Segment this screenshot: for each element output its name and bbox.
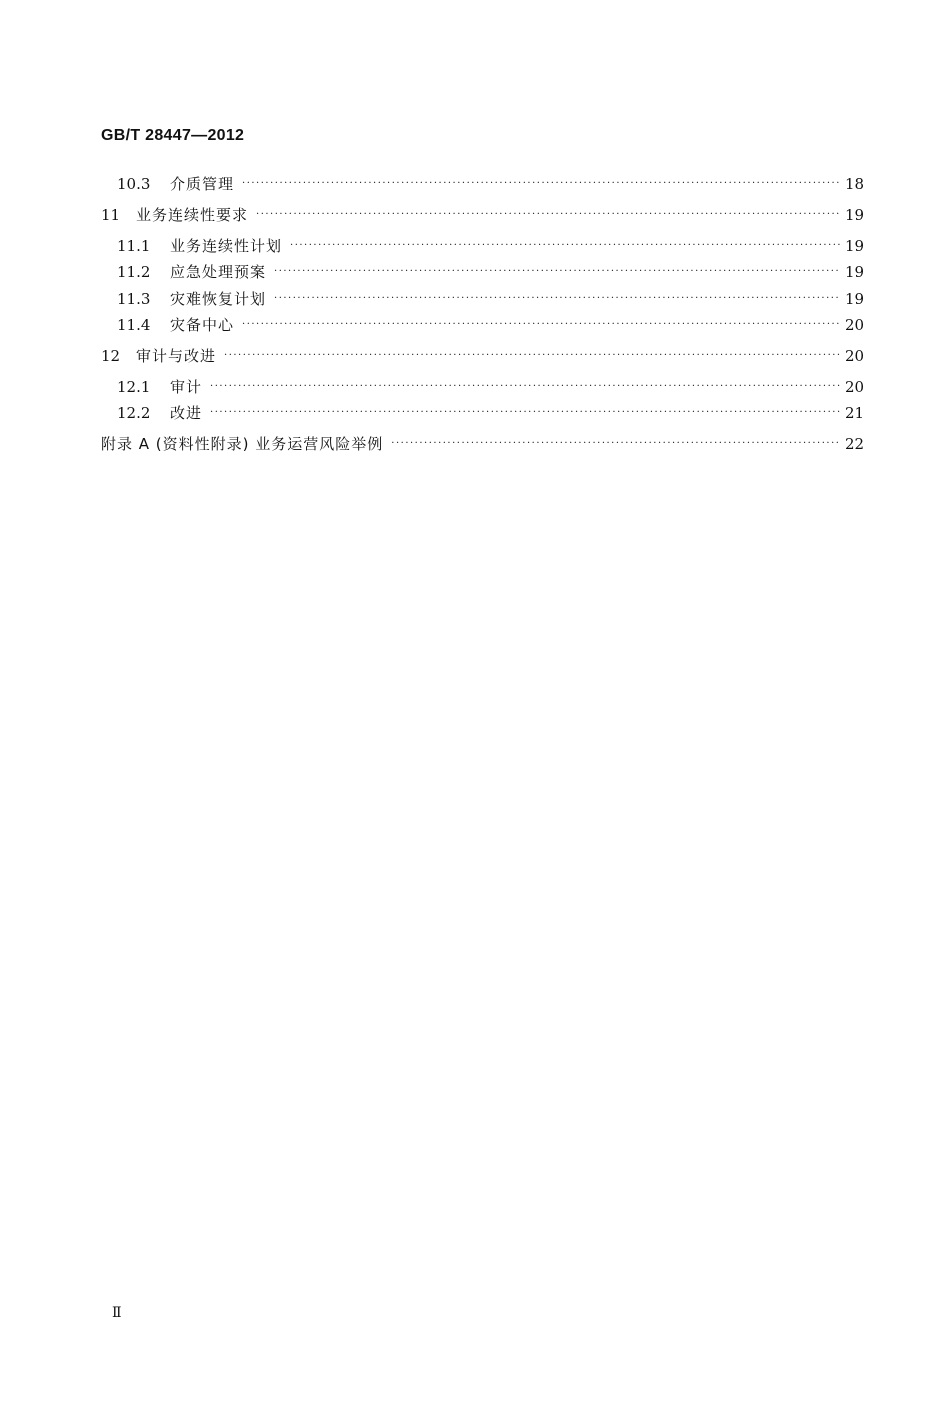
toc-leader-dots [256,205,841,225]
toc-leader-dots [224,346,841,366]
toc-entry-title: 审计 [170,378,203,396]
toc-entry-title: 应急处理预案 [170,263,267,281]
toc-leader-dots [242,174,841,194]
toc-entry-title: 灾备中心 [170,316,235,334]
toc-entry-title: 灾难恢复计划 [170,290,267,308]
toc-entry-11-3[interactable] [117,289,863,312]
toc-leader-dots [210,377,841,397]
toc-entry-title: 审计与改进 [136,347,217,365]
toc-entry-title: 业务连续性计划 [170,237,283,255]
toc-entry-number: 11 [101,206,121,224]
toc-entry-title: 改进 [170,404,203,422]
toc-leader-dots [274,262,841,282]
toc-entry-11[interactable] [101,205,863,228]
toc-leader-dots [210,403,841,423]
toc-entry-number: 12.1 [117,378,151,396]
toc-entry-number: 11.3 [117,290,151,308]
toc-entry-page: 20 [845,316,865,334]
toc-entry-title: 附录 A (资料性附录) 业务运营风险举例 [101,435,384,453]
toc-entry-number: 11.4 [117,316,151,334]
toc-leader-dots [242,315,841,335]
toc-entry-title: 业务连续性要求 [136,206,249,224]
document-header: GB/T 28447—2012 [101,127,245,144]
toc-entry-number: 10.3 [117,175,151,193]
toc-entry-page: 21 [845,404,865,422]
toc-leader-dots [391,434,841,454]
toc-entry-page: 19 [845,290,865,308]
toc-entry-11-1[interactable] [117,236,863,259]
toc-entry-number: 12 [101,347,121,365]
toc-leader-dots [274,289,841,309]
toc-entry-page: 20 [845,347,865,365]
toc-entry-number: 11.1 [117,237,151,255]
toc-entry-12-2[interactable] [117,403,863,426]
toc-entry-11-4[interactable] [117,315,863,338]
toc-entry-page: 19 [845,263,865,281]
toc-entry-title: 介质管理 [170,175,235,193]
toc-entry-page: 20 [845,378,865,396]
toc-entry-number: 11.2 [117,263,151,281]
footer-page-number: Ⅱ [112,1305,122,1321]
toc-entry-10-3[interactable] [117,174,863,197]
toc-entry-number: 12.2 [117,404,151,422]
toc-entry-page: 19 [845,206,865,224]
toc-entry-11-2[interactable] [117,262,863,285]
toc-entry-12[interactable] [101,346,863,369]
toc-entry-page: 22 [845,435,865,453]
toc-entry-page: 18 [845,175,865,193]
toc-entry-page: 19 [845,237,865,255]
toc-leader-dots [290,236,841,256]
toc-entry-appendix-a[interactable] [101,434,863,457]
toc-entry-12-1[interactable] [117,377,863,400]
